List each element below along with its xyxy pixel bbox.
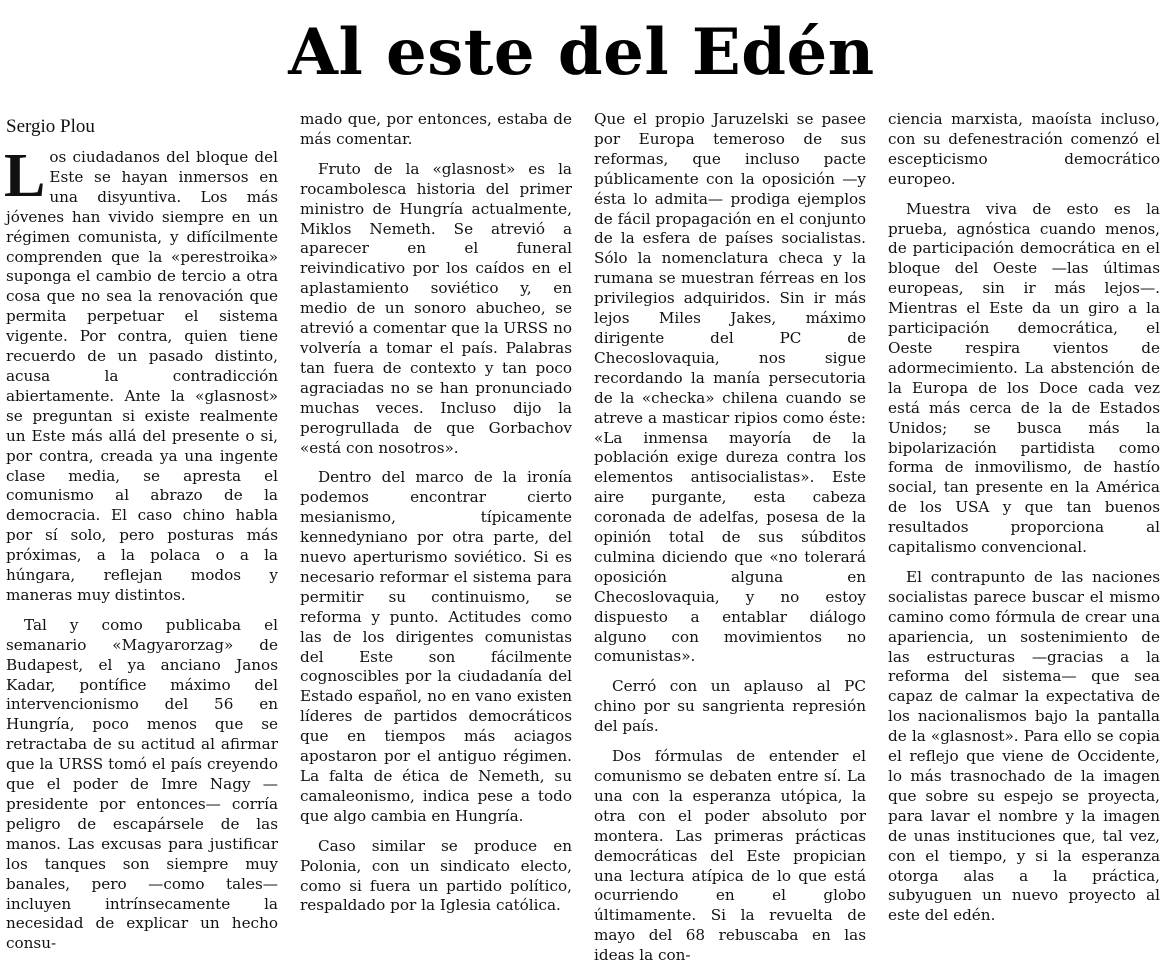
byline: Sergio Plou [6,116,95,137]
drop-cap: L [4,142,46,210]
paragraph: Dentro del marco de la ironía podemos encontrar cierto mesianismo, típicamente kennedyniano por otra parte, del nuevo aperturismo soviético. Si es necesario reformar el sistema para permitir su continuismo, se reforma y punto. Actitudes como las de los dirigentes comunistas del Este son fácilmente cognoscibles por la ciudadanía del Estado español, no en vano existen líderes de partidos democráticos que en tiempos más aciagos apostaron por el antiguo régimen. La falta de ética de Nemeth, su camaleonismo, indica pese a todo que algo cambia en Hungría. [300,468,572,825]
paragraph: Caso similar se produce en Polonia, con un sindicato electo, como si fuera un partido político, respaldado por la Iglesia católica. [300,836,572,915]
paragraph: Tal y como publicaba el semanario «Magyarorzag» de Budapest, el ya anciano Janos Kadar, pontífice máximo del intervencionismo del 56 en Hungría, poco menos que se retractaba de su actitud al afirmar que la URSS tomó el país creyendo que el poder de Imre Nagy —presidente por entonces— corría peligro de escapársele de las manos. Las excusas para justificar los tanques son siempre muy banales, pero —como tales— incluyen intrínsecamente la necesidad de explicar un hecho consu- [6,615,278,953]
paragraph: El contrapunto de las naciones socialistas parece buscar el mismo camino como fórmula de crear una apariencia, un sostenimiento de las estructuras —gracias a la reforma del sistema— que sea capaz de calmar la expectativa de los nacionalismos bajo la pantalla de la «glasnost». Para ello se copia el reflejo que viene de Occidente, lo más trasnochado de la imagen que sobre su espejo se proyecta, para lavar el nombre y la imagen de unas instituciones que, tal vez, con el tiempo, y si la esperanza otorga alas a la práctica, subyuguen un nuevo proyecto al este del edén. [888,567,1160,925]
paragraph: Dos fórmulas de entender el comunismo se debaten entre sí. La una con la esperanza utópica, la otra con el poder absoluto por montera. Las primeras prácticas democráticas del Este propician una lectura atípica de lo que está ocurriendo en el globo últimamente. Si la revuelta de mayo del 68 rebuscaba en las ideas la con- [594,747,866,965]
paragraph-text: os ciudadanos del bloque del Este se hayan inmersos en una disyuntiva. Los más jóvenes han vivido siempre en un régimen comunista, y difícilmente comprenden que la «perestroika» suponga el cambio de tercio a otra cosa que no sea la renovación que permita perpetuar el sistema vigente. Por contra, quien tiene recuerdo de un pasado distinto, acusa la contradicción abiertamente. Ante la «glasnost» se preguntan si existe realmente un Este más allá del presente o si, por contra, creada ya una ingente clase media, se apresta el comunismo al abrazo de la democracia. El caso chino habla por sí solo, pero posturas más próximas, a la polaca o a la húngara, reflejan modos y maneras muy distintos. [6,148,278,604]
paragraph: Fruto de la «glasnost» es la rocambolesca historia del primer ministro de Hungría actualmente, Miklos Nemeth. Se atrevió a aparecer en el funeral reivindicativo por los caídos en el aplastamiento soviético y, en medio de un sonoro abucheo, se atrevió a comentar que la URSS no volvería a tomar el país. Palabras tan fuera de contexto y tan poco agraciadas no se han pronunciado muchas veces. Incluso dijo la perogrullada de que Gorbachov «está con nosotros». [300,159,572,457]
paragraph: ciencia marxista, maoísta incluso, con su defenestración comenzó el escepticismo democrático europeo. [888,110,1160,188]
paragraph: Muestra viva de esto es la prueba, agnóstica cuando menos, de participación democrática en el bloque del Oeste —las últimas europeas, sin ir más lejos—. Mientras el Este da un giro a la participación democrática, el Oeste respira vientos de adormecimiento. La abstención de la Europa de los Doce cada vez está más cerca de la de Estados Unidos; se busca más la bipolarización partidista como forma de inmovilismo, de hastío social, tan presente en la América de los USA y que tan buenos resultados proporciona al capitalismo convencional. [888,199,1160,557]
column-4 [888,110,1160,926]
paragraph: mado que, por entonces, estaba de más comentar. [300,110,572,148]
paragraph: Que el propio Jaruzelski se pasee por Europa temeroso de sus reformas, que incluso pacte públicamente con la oposición —y ésta lo admita— prodiga ejemplos de fácil propagación en el conjunto de la esfera de países socialistas. Sólo la nomenclatura checa y la rumana se muestran férreas en los privilegios adquiridos. Sin ir más lejos Miles Jakes, máximo dirigente del PC de Checoslovaquia, nos sigue recordando la manía persecutoria de la «checka» chilena cuando se atreve a masticar ripios como éste: «La inmensa mayoría de la población exige dureza contra los elementos antisocialistas». Este aire purgante, esta cabeza coronada de adelfas, posesa de la opinión total de sus súbditos culmina diciendo que «no tolerará oposición alguna en Checoslovaquia, y no estoy dispuesto a entablar diálogo alguno con movimientos no comunistas». [594,110,866,666]
paragraph [4,142,278,606]
column-2 [300,110,572,916]
column-3 [594,110,866,966]
paragraph: Cerró con un aplauso al PC chino por su sangrienta represión del país. [594,677,866,736]
column-1 [6,110,278,954]
headline: Al este del Edén [288,15,875,90]
